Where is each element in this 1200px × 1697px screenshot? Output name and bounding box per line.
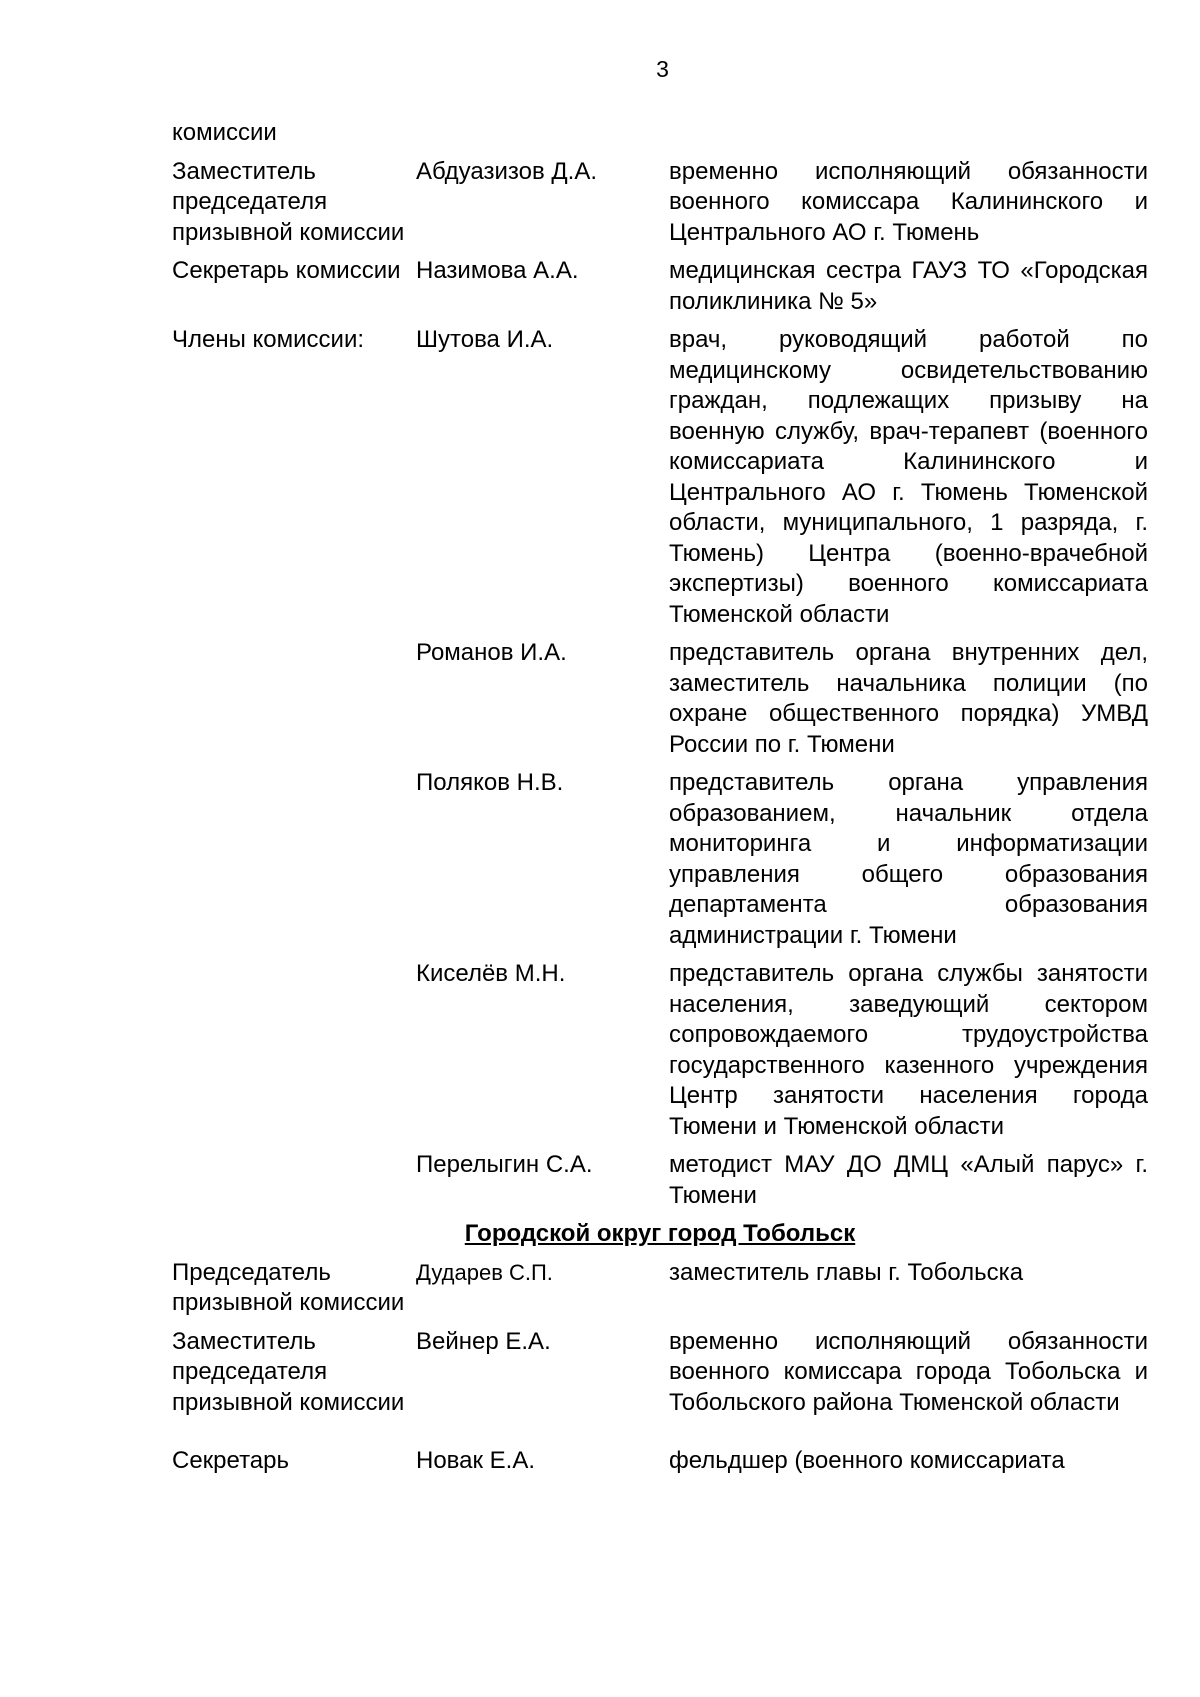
name-cell: Вейнер Е.А. <box>416 1327 551 1355</box>
description-cell: врач, руководящий работой по медицинскому освидетельствованию граждан, подлежащих призыву на военную службу, врач-терапевт (военного комиссариата Калининского и Центрального АО г. Тюмень Тюменской области, муниципального, 1 разряда, г. Тюмень) Центра (военно-врачебной экспертизы) военного комиссариата Тюменской области <box>669 326 1148 628</box>
name-cell: Абдуазизов Д.А. <box>416 157 597 185</box>
name-cell: Новак Е.А. <box>416 1447 536 1474</box>
description-cell: временно исполняющий обязанности военного комиссара города Тобольска и Тобольского района Тюменской области <box>669 1327 1148 1416</box>
role-cell: Заместитель председателя призывной комиссии <box>172 157 405 246</box>
role-cell <box>172 768 416 951</box>
name-cell <box>416 118 669 149</box>
table-row <box>172 157 1148 249</box>
role-cell: комиссии <box>172 119 277 146</box>
table-row <box>172 1258 1148 1319</box>
description-cell <box>669 118 1148 149</box>
section-heading: Городской округ город Тобольск <box>464 1220 856 1247</box>
table-row <box>172 256 1148 317</box>
role-cell: Председатель призывной комиссии <box>172 1258 405 1316</box>
description-cell: методист МАУ ДО ДМЦ «Алый парус» г. Тюмени <box>669 1151 1148 1209</box>
description-cell: медицинская сестра ГАУЗ ТО «Городская поликлиника № 5» <box>669 257 1148 315</box>
role-cell: Члены комиссии: <box>172 326 365 353</box>
name-cell: Дударев С.П. <box>416 1259 553 1285</box>
role-cell: Заместитель председателя призывной комиссии <box>172 1327 405 1416</box>
description-cell: заместитель главы г. Тобольска <box>669 1258 1024 1286</box>
role-cell <box>172 959 416 1142</box>
role-cell <box>172 638 416 760</box>
table-row <box>172 1446 1148 1477</box>
name-cell: Поляков Н.В. <box>416 769 564 796</box>
table-row <box>172 118 1148 149</box>
role-cell <box>172 1150 416 1211</box>
name-cell: Назимова А.А. <box>416 257 579 284</box>
description-cell: временно исполняющий обязанности военного комиссара Калининского и Центрального АО г. Тюмень <box>669 157 1148 246</box>
table-row <box>172 638 1148 760</box>
name-cell: Перелыгин С.А. <box>416 1151 593 1178</box>
name-cell: Шутова И.А. <box>416 326 554 353</box>
role-cell: Секретарь комиссии <box>172 257 401 284</box>
document-body <box>172 118 1148 1485</box>
role-cell: Секретарь <box>172 1447 289 1474</box>
page-number: 3 <box>656 56 669 82</box>
name-cell: Киселёв М.Н. <box>416 960 566 987</box>
description-cell: представитель органа внутренних дел, заместитель начальника полиции (по охране общественного порядка) УМВД России по г. Тюмени <box>669 639 1148 758</box>
description-cell: фельдшер (военного комиссариата <box>669 1447 1065 1474</box>
description-cell: представитель органа службы занятости населения, заведующий сектором сопровождаемого трудоустройства государственного казенного учреждения Центр занятости населения города Тюмени и Тюменской области <box>669 960 1148 1140</box>
table-row <box>172 959 1148 1142</box>
name-cell: Романов И.А. <box>416 639 567 666</box>
description-cell: представитель органа управления образованием, начальник отдела мониторинга и информатизации управления общего образования департамента образования администрации г. Тюмени <box>669 769 1148 949</box>
table-row <box>172 1327 1148 1419</box>
table-row <box>172 768 1148 951</box>
table-row <box>172 325 1148 630</box>
table-row <box>172 1150 1148 1211</box>
